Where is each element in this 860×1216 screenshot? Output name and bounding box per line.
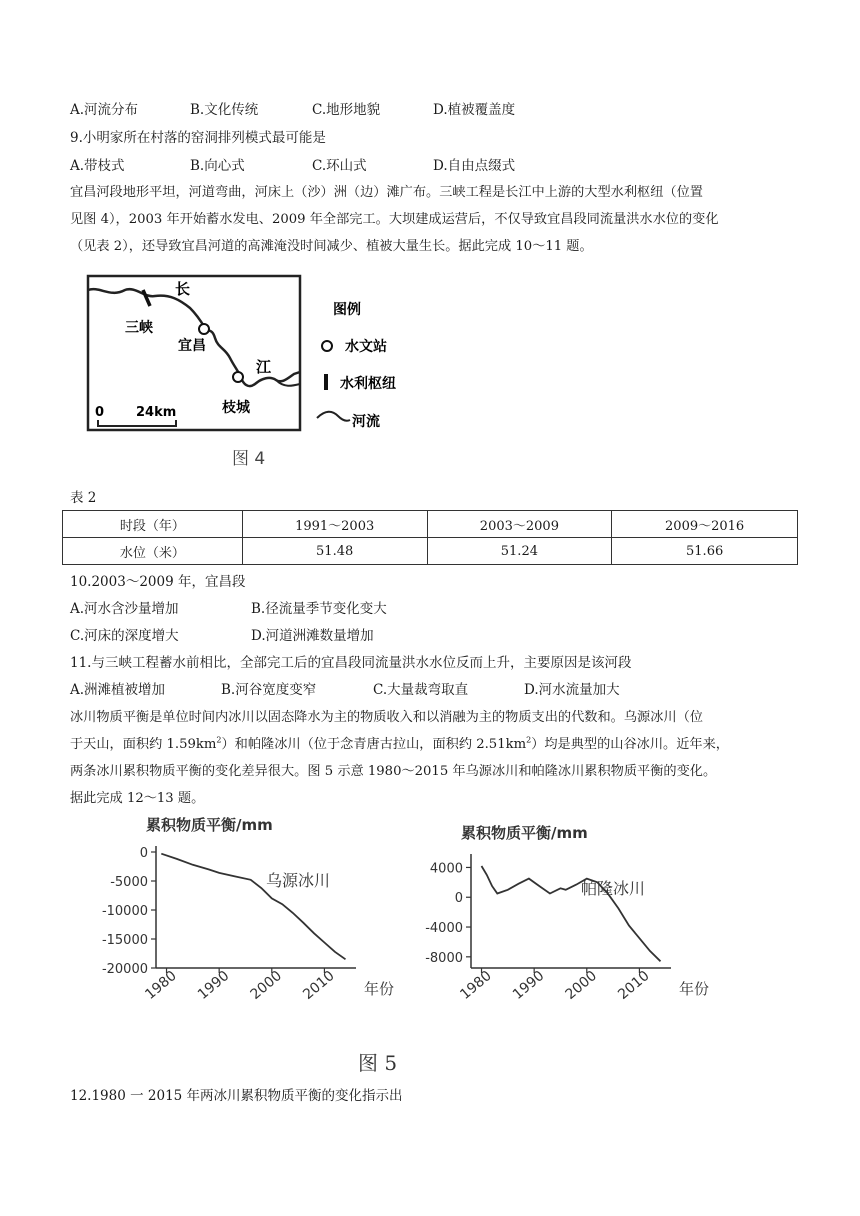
q10-option-d: D.河道洲滩数量增加 — [251, 628, 374, 644]
q8-option-b: B.文化传统 — [190, 102, 259, 118]
table-header-cell: 1991～2003 — [242, 511, 427, 538]
q12-stem: 12.1980 一 2015 年两冰川累积物质平衡的变化指示出 — [70, 1088, 403, 1104]
passage2-line3: 两条冰川累积物质平衡的变化差异很大。图 5 示意 1980～2015 年乌源冰川和帕隆冰川累积物质平衡的变化。 — [70, 764, 717, 779]
x-tick-label: 2000 — [247, 967, 286, 1003]
q11-option-a: A.洲滩植被增加 — [70, 682, 166, 698]
q9-option-b: B.向心式 — [190, 158, 245, 174]
legend-river-icon — [317, 412, 350, 421]
q9-option-d: D.自由点缀式 — [433, 158, 516, 174]
passage2-line2a: 于天山，面积约 1.59km — [70, 737, 217, 752]
figure4-map — [80, 268, 420, 476]
map-label-jiang: 江 — [256, 358, 272, 376]
q8-option-d: D.植被覆盖度 — [433, 102, 516, 118]
y-tick-label: 4000 — [429, 861, 463, 877]
superscript-2: 2 — [526, 735, 532, 745]
passage2-line2 — [70, 733, 729, 752]
map-label-zhicheng: 枝城 — [222, 400, 250, 416]
superscript-2: 2 — [216, 735, 222, 745]
three-gorges-dam-marker — [143, 290, 150, 306]
x-tick-label: 1980 — [457, 967, 495, 1003]
y-tick-label: -20000 — [101, 962, 148, 977]
q11-option-d: D.河水流量加大 — [524, 682, 620, 698]
q10-option-b: B.径流量季节变化变大 — [251, 601, 387, 617]
q10-option-c: C.河床的深度增大 — [70, 628, 179, 644]
q9-option-c: C.环山式 — [312, 158, 367, 174]
q11-option-b: B.河谷宽度变窄 — [221, 682, 317, 698]
passage2-line1: 冰川物质平衡是单位时间内冰川以固态降水为主的物质收入和以消融为主的物质支出的代数和。乌源冰川（位 — [70, 710, 703, 725]
series-line — [161, 854, 345, 960]
legend-dam: 水利枢纽 — [340, 376, 396, 392]
x-tick-label: 1990 — [509, 967, 548, 1003]
y-tick-label: -4000 — [425, 921, 463, 937]
table-cell: 水位（米） — [63, 538, 243, 565]
x-tick-label: 1980 — [142, 967, 180, 1003]
x-tick-label: 1990 — [194, 967, 233, 1003]
passage2-line2b: ）和帕隆冰川（位于念青唐古拉山，面积约 2.51km — [221, 737, 527, 752]
zhicheng-station-marker — [233, 372, 243, 382]
x-tick-label: 2010 — [615, 967, 653, 1003]
passage2-line2c: ）均是典型的山谷冰川。近年来， — [531, 737, 729, 752]
passage2-line4: 据此完成 12～13 题。 — [70, 791, 205, 806]
y-tick-label: -8000 — [425, 950, 463, 966]
passage1-line3: （见表 2），还导致宜昌河道的高滩淹没时间减少、植被大量生长。据此完成 10～11 题。 — [70, 239, 593, 254]
table-cell: 51.66 — [612, 538, 798, 565]
legend-title: 图例 — [333, 302, 361, 318]
q8-option-a: A.河流分布 — [70, 102, 139, 118]
x-tick-label: 2000 — [562, 967, 601, 1003]
figure5 — [70, 812, 790, 1082]
q11-stem: 11.与三峡工程蓄水前相比，全部完工后的宜昌段同流量洪水水位反而上升，主要原因是该河段 — [70, 655, 632, 671]
y-tick-label: -10000 — [101, 904, 148, 919]
x-tick-label: 2010 — [300, 967, 338, 1003]
map-label-sanxia: 三峡 — [125, 320, 153, 336]
scale-zero: 0 — [95, 405, 105, 420]
scale-bar — [98, 420, 176, 426]
y-tick-label: -15000 — [101, 933, 148, 948]
series-label: 乌源冰川 — [266, 871, 331, 890]
map-label-chang: 长 — [175, 280, 191, 298]
scale-distance: 24km — [136, 405, 177, 420]
figure5-caption: 图 5 — [358, 1051, 398, 1075]
table-row — [63, 511, 798, 538]
map-label-yichang: 宜昌 — [178, 338, 206, 354]
table2-title: 表 2 — [70, 490, 97, 506]
table-cell: 51.24 — [427, 538, 612, 565]
table-row — [63, 538, 798, 565]
y-axis-label: 累积物质平衡/mm — [461, 824, 588, 842]
table-header-cell: 2003～2009 — [427, 511, 612, 538]
q8-option-c: C.地形地貌 — [312, 102, 381, 118]
q9-option-a: A.带枝式 — [70, 158, 125, 174]
x-axis-label: 年份 — [679, 980, 710, 998]
x-axis-label: 年份 — [364, 980, 395, 998]
table-cell: 51.48 — [242, 538, 427, 565]
passage1-line1: 宜昌河段地形平坦，河道弯曲，河床上（沙）洲（边）滩广布。三峡工程是长江中上游的大型水利枢纽（位置 — [70, 185, 703, 200]
y-tick-label: 0 — [139, 846, 148, 861]
q11-option-c: C.大量裁弯取直 — [373, 682, 469, 698]
table2 — [62, 510, 798, 565]
table-header-cell: 时段（年） — [63, 511, 243, 538]
legend-station-icon — [322, 341, 332, 351]
legend-station: 水文站 — [345, 339, 387, 355]
legend-river: 河流 — [352, 414, 380, 430]
q10-option-a: A.河水含沙量增加 — [70, 601, 179, 617]
table-header-cell: 2009～2016 — [612, 511, 798, 538]
passage1-line2: 见图 4），2003 年开始蓄水发电、2009 年全部完工。大坝建成运营后，不仅导致宜昌段同流量洪水水位的变化 — [70, 212, 719, 227]
q10-stem: 10.2003～2009 年，宜昌段 — [70, 574, 246, 590]
figure5-charts — [70, 812, 790, 1082]
yichang-station-marker — [199, 324, 209, 334]
series-label: 帕隆冰川 — [581, 879, 646, 898]
y-tick-label: -5000 — [110, 875, 148, 890]
y-tick-label: 0 — [454, 891, 463, 907]
y-axis-label: 累积物质平衡/mm — [146, 816, 273, 834]
legend-dam-icon — [324, 374, 328, 390]
q9-stem: 9.小明家所在村落的窑洞排列模式最可能是 — [70, 130, 326, 146]
figure4-caption: 图 4 — [232, 449, 266, 469]
